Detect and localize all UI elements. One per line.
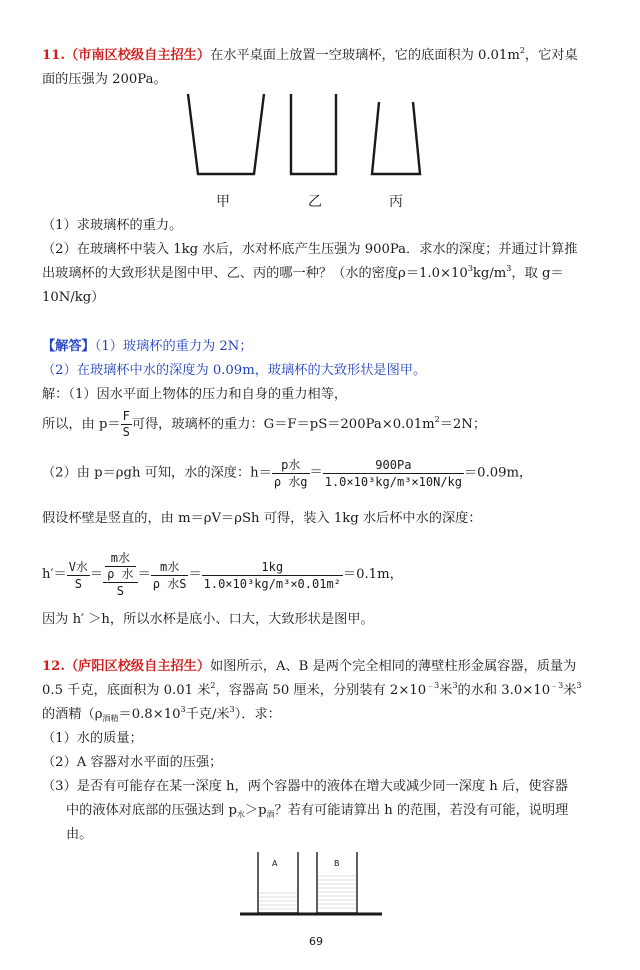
q12-line2: 0.5 千克，底面积为 0.01 米$^2$，容器高 50 厘米，分别装有 $2\times 10^{﹣3}$米$^3$的水和 $3.0\times 10^{﹣3}$米$^3$ xyxy=(42,681,582,698)
page-number: 69 xyxy=(309,935,323,948)
solution-jie: 解：（1）因水平面上物体的压力和自身的重力相等， xyxy=(42,387,348,402)
container-a xyxy=(258,852,298,913)
cup-bing xyxy=(372,102,420,174)
cup-yi xyxy=(291,94,336,174)
fraction-900pa: $\frac{900Pa}{\text{1.0×10³kg/m³×10N/kg}}$ xyxy=(324,457,462,489)
q11-line2: 面的压强为 200Pa。 xyxy=(42,72,167,87)
q11-sub2-line3: 10N/kg） xyxy=(42,290,105,305)
q11-line1: 11.（市南区校级自主招生）在水平桌面上放置一空玻璃杯，它的底面积为 $0.01m^2$，它对桌 xyxy=(42,46,578,63)
q12-sub2: （2）A 容器对水平面的压强； xyxy=(42,755,223,770)
cup-jia xyxy=(188,94,264,174)
fraction-compound: $\frac{\frac{\text{m水}}{\text{ρ 水}}}{S}$ xyxy=(103,551,137,599)
solution-h-prime: h′＝ $\frac{\text{V水}}{S}$ ＝ $\frac{\frac{\text{m水}}{\text{ρ 水}}}{S}$ ＝ $\frac{\text{m水}}{\text{ρ 水S}}$ ＝ $\frac{1kg}{\text{1.0×10³kg/m³×0.01m²}}$ ＝0.1m， xyxy=(42,551,403,598)
q12-tag: 12.（庐阳区校级自主招生） xyxy=(42,659,211,674)
container-label-a: A xyxy=(272,859,278,868)
solution-assume: 假设杯壁是竖直的，由 m＝ρV＝ρSh 可得，装入 1kg 水后杯中水的深度： xyxy=(42,511,482,526)
container-diagram xyxy=(236,850,386,920)
cup-label-yi: 乙 xyxy=(308,194,322,210)
q12-line1: 12.（庐阳区校级自主招生）如图所示，A、B 是两个完全相同的薄壁柱形金属容器，质量为 xyxy=(42,659,577,674)
q12-sub1: （1）水的质量； xyxy=(42,731,143,746)
answer-line1: 【解答】（1）玻璃杯的重力为 2N； xyxy=(42,339,253,354)
container-label-b: B xyxy=(334,859,340,868)
cup-label-jia: 甲 xyxy=(216,194,230,210)
fraction-f-over-s: $\frac{F}{S}$ xyxy=(122,409,130,439)
fraction-1kg: $\frac{1kg}{\text{1.0×10³kg/m³×0.01m²}}$ xyxy=(203,559,341,591)
solution-depth: （2）由 p＝ρgh 可知，水的深度：h＝ $\frac{\text{p水}}{\text{ρ 水g}}$ ＝ $\frac{900Pa}{\text{1.0×10³kg/m³×10N/kg}}$ ＝0.09m， xyxy=(42,457,533,489)
fraction-p-over-rho-g: $\frac{\text{p水}}{\text{ρ 水g}}$ xyxy=(273,457,308,489)
q12-line3: 的酒精（$\rho_{酒精}=0.8\times 10^3$千克/米$^3$）．求： xyxy=(42,705,281,723)
fraction-m-over-rho-s: $\frac{\text{m水}}{\text{ρ 水S}}$ xyxy=(152,559,187,591)
fraction-v-over-s: $\frac{\text{V水}}{S}$ xyxy=(68,559,88,591)
q11-tag: 11.（市南区校级自主招生） xyxy=(42,48,211,63)
answer-line2: （2）在玻璃杯中水的深度为 0.09m，玻璃杯的大致形状是图甲。 xyxy=(42,363,427,378)
q11-sub2-line1: （2）在玻璃杯中装入 1kg 水后，水对杯底产生压强为 900Pa．求水的深度；并通过计算推 xyxy=(42,242,578,257)
answer-tag: 【解答】 xyxy=(42,339,95,354)
q12-sub3-line1: （3）是否有可能存在某一深度 h，两个容器中的液体在增大或减少同一深度 h 后，使容器 xyxy=(42,779,568,794)
q12-sub3-line2: 中的液体对底部的压强达到 $p_水>p_酒$？若有可能请算出 h 的范围，若没有可能，说明理 xyxy=(66,803,569,819)
q11-sub1: （1）求玻璃杯的重力。 xyxy=(42,218,183,233)
q12-sub3-line3: 由。 xyxy=(66,827,93,842)
q11-sub2-line2: 出玻璃杯的大致形状是图中甲、乙、丙的哪一种？（水的密度$\rho=1.0\times 10^3kg/m^3$，取 g＝ xyxy=(42,264,564,281)
cup-label-bing: 丙 xyxy=(389,194,403,210)
solution-suoyi: 所以，由 p＝ $\frac{F}{S}$ 可得，玻璃杯的重力：$G=F=pS=200Pa\times 0.01m^2=2N$； xyxy=(42,409,487,439)
solution-because: 因为 h′ ＞h，所以水杯是底小、口大，大致形状是图甲。 xyxy=(42,612,374,627)
